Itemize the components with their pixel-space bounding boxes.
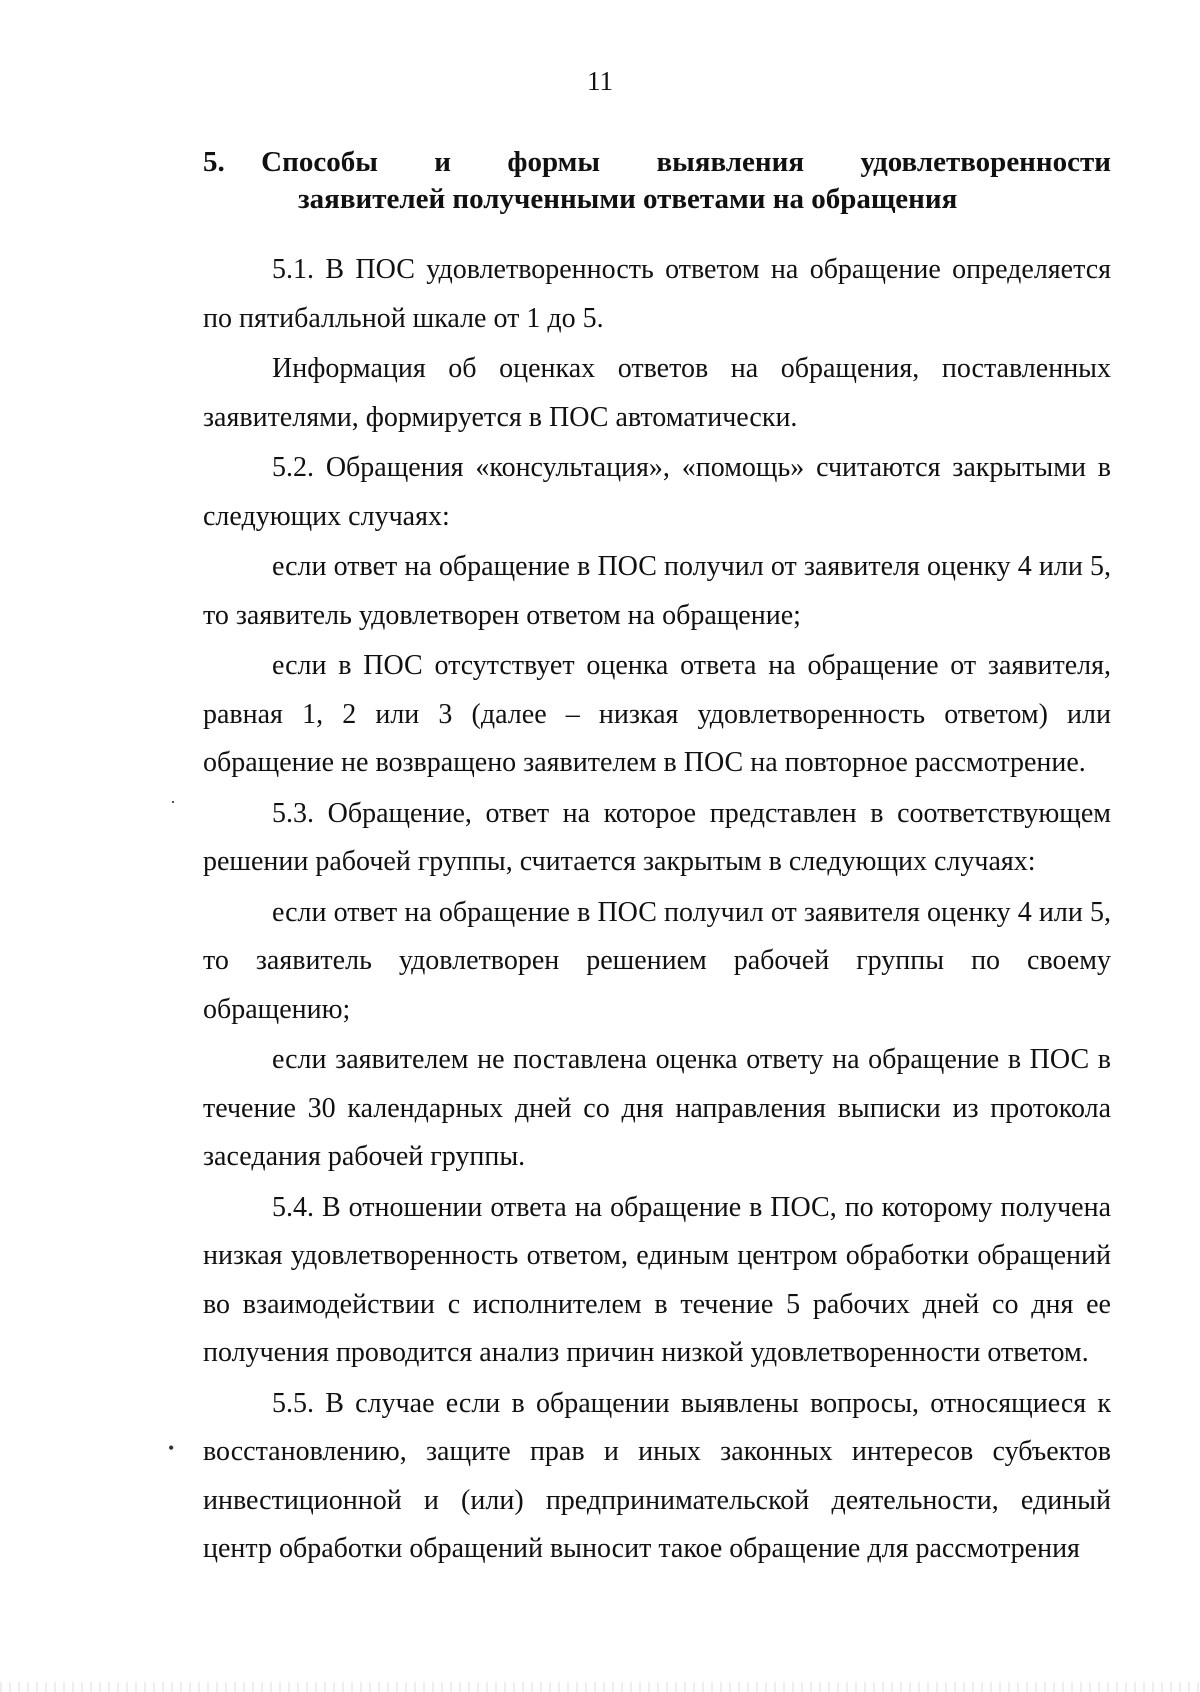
paragraph-5-1: 5.1. В ПОС удовлетворенность ответом на обращение определяется по пятибалльной шкале от 1 до 5. <box>203 254 1111 334</box>
scan-edge-noise <box>0 1682 1200 1692</box>
scan-speck: · <box>170 792 176 812</box>
paragraph-5-2-case-1: если ответ на обращение в ПОС получил от заявителя оценку 4 или 5, то заявитель удовлетворен ответом на обращение; <box>203 551 1111 631</box>
paragraph-5-3-case-1: если ответ на обращение в ПОС получил от заявителя оценку 4 или 5, то заявитель удовлетворен решением рабочей группы по своему обращению; <box>203 896 1111 1025</box>
section-heading <box>203 144 1111 218</box>
paragraph-5-2-case-2: если в ПОС отсутствует оценка ответа на обращение от заявителя, равная 1, 2 или 3 (далее – низкая удовлетворенность ответом) или обращение не возвращено заявителем в ПОС на повторное рассмотрение. <box>203 650 1111 778</box>
document-body <box>203 246 1111 1574</box>
heading-word: Способы <box>261 146 378 178</box>
heading-line-2: заявителей полученными ответами на обращения <box>298 183 958 215</box>
heading-word: выявления <box>656 146 805 178</box>
page-number: 11 <box>587 66 613 96</box>
heading-line-1 <box>203 144 1111 181</box>
paragraph-5-4: 5.4. В отношении ответа на обращение в ПОС, по которому получена низкая удовлетворенность ответом, единым центром обработки обращений во взаимодействии с исполнителем в течение 5 рабочих дней со дня ее получения проводится анализ причин низкой удовлетворенности ответом. <box>203 1191 1111 1368</box>
paragraph-5-3-case-2: если заявителем не поставлена оценка ответу на обращение в ПОС в течение 30 календарных дней со дня направления выписки из протокола заседания рабочей группы. <box>203 1044 1111 1172</box>
paragraph-5-5: 5.5. В случае если в обращении выявлены вопросы, относящиеся к восстановлению, защите прав и иных законных интересов субъектов инвестиционной и (или) предпринимательской деятельности, единый центр обработки обращений выносит такое обращение для рассмотрения <box>203 1387 1111 1564</box>
heading-word: формы <box>507 146 601 178</box>
heading-number: 5. <box>203 146 225 178</box>
paragraph-info: Информация об оценках ответов на обращения, поставленных заявителями, формируется в ПОС автоматически. <box>203 353 1111 433</box>
heading-word: и <box>434 146 451 178</box>
paragraph-5-2: 5.2. Обращения «консультация», «помощь» считаются закрытыми в следующих случаях: <box>203 452 1111 532</box>
scan-speck: • <box>168 1438 175 1458</box>
heading-word: удовлетворенности <box>860 146 1111 178</box>
paragraph-5-3: 5.3. Обращение, ответ на которое представлен в соответствующем решении рабочей группы, считается закрытым в следующих случаях: <box>203 797 1111 877</box>
